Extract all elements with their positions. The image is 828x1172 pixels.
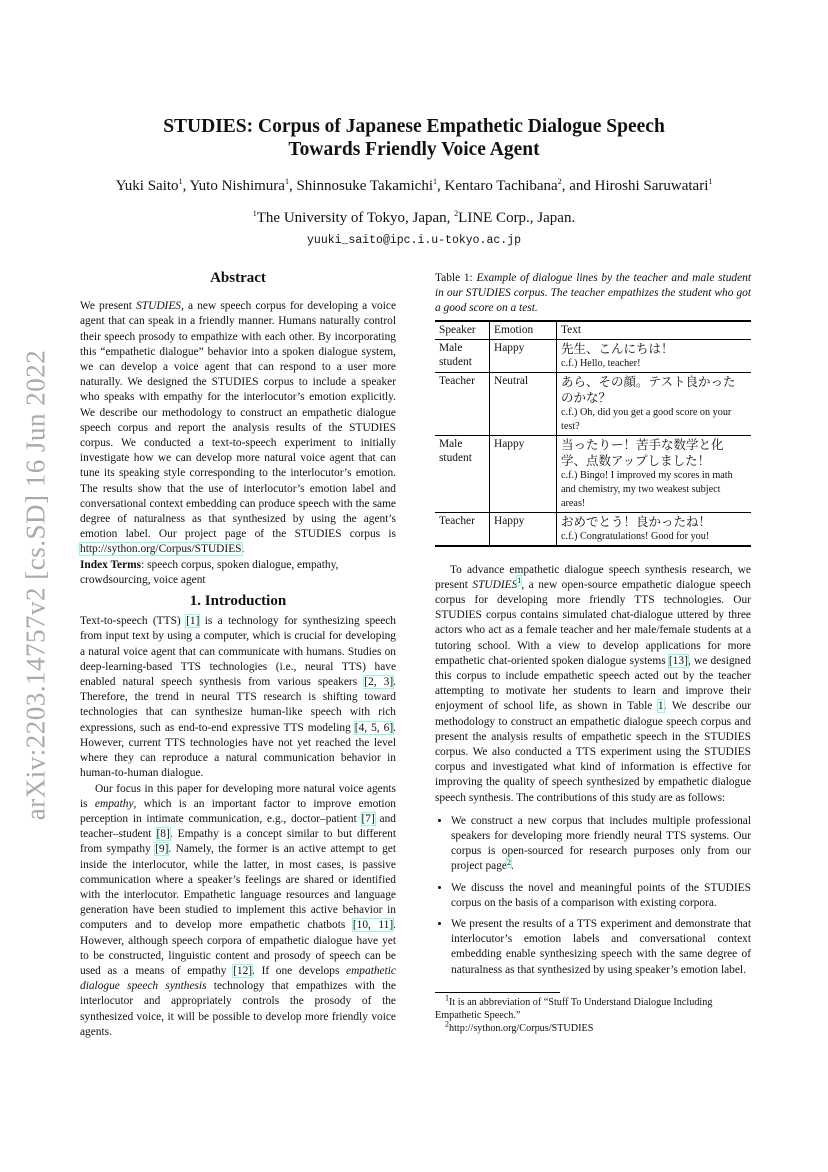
col-header: Speaker: [435, 321, 490, 339]
cell-text: [557, 435, 752, 512]
text-run: . If one develops: [252, 964, 347, 977]
author-list: Yuki Saito$^1$, Yuto Nishimura$^1$, Shinnosuke Takamichi$^1$, Kentaro Tachibana$^2$, and Hiroshi Saruwatari$^1$: [115, 177, 713, 194]
cell-speaker: Male student: [435, 339, 490, 372]
author-affil-mark: 2: [557, 177, 562, 186]
text-run: , we designed this corpus to include empathetic speech acted out by the teacher attempting to motivate her students to learn and improve their enjoyment of school life, as shown in Table: [435, 654, 751, 713]
intro-paragraph-1: [80, 614, 396, 781]
abstract-part: .: [241, 543, 245, 556]
japanese-text: 先生、こんにちは！: [561, 340, 674, 356]
footnote: [435, 993, 751, 1022]
list-item: [451, 814, 751, 875]
intro-paragraph-2: [80, 782, 396, 1040]
citation-link[interactable]: [13]: [668, 654, 688, 667]
index-terms: [80, 558, 396, 588]
cell-speaker: Male student: [435, 435, 490, 512]
cell-speaker: Teacher: [435, 512, 490, 546]
title-line-2: Towards Friendly Voice Agent: [288, 139, 540, 160]
citation-link[interactable]: [9]: [155, 843, 169, 856]
cell-text: [557, 339, 752, 372]
text-run: is a technology for synthesizing speech from input text by using a computer, which is crucial for developing a natural voice agent that can communicate with humans. Studies on deep-learning-based TTS technologies (i.e., neural TTS) have enabled natural speech synthesis from various speakers: [80, 615, 397, 689]
author-affil-mark: 1: [178, 177, 183, 186]
japanese-text: おめでとう！良かったね！: [561, 513, 712, 529]
text-run: To advance empathetic dialogue speech synthesis research, we present: [435, 563, 751, 591]
author: Yuki Saito: [115, 178, 179, 194]
text-run: . Namely, the former is an active attempt to get inside the interlocutor, while the latter, in most cases, is passive communication where a speaker’s feelings are shared or identified with the interlocutor. Empathetic language resources and language generation have been studied to implement this active behavior in computers and to develop more empathetic chatbots: [80, 843, 396, 932]
table-row: [435, 435, 751, 512]
text-run: and teacher–student: [80, 812, 397, 841]
cell-emotion: Happy: [490, 435, 557, 512]
abstract-part: , a new speech corpus for developing a voice agent that can speak in a friendly manner. Humans naturally control their speech prosody to empathize with each other. By incorporating this “empathetic dialogue” behavior into a spoken dialogue system, we can develop a voice agent that can respond to a user more naturally. We designed the STUDIES corpus to include a speaker who speaks with empathy for the interlocutor’s emotion explicitly. We describe our methodology to construct an empathetic dialogue speech corpus and report the analysis results of the STUDIES corpus. We conducted a text-to-speech experiment to initially investigate how we can develop more natural voice agent that can tune its speaking style corresponding to the interlocutor’s emotion. The results show that the use of interlocutor’s emotion label and conversational context embedding can produce speech with the same degree of naturalness as that synthesized by using the agent’s emotion label. Our project page of the STUDIES corpus is: [80, 300, 397, 541]
list-item: [451, 917, 751, 978]
text-run: technology that empathizes with the interlocutor and appropriately controls the prosody of the synthesized voice, it will be possible to develop more friendly voice agents.: [80, 980, 396, 1038]
footnote-link[interactable]: 1: [517, 575, 522, 585]
english-gloss: c.f.) Congratulations! Good for you!: [561, 530, 710, 542]
author-affil-mark: 1: [284, 177, 289, 186]
col-header: Text: [561, 324, 582, 336]
text-run: Text-to-speech (TTS): [80, 615, 187, 628]
table-row: [435, 512, 751, 546]
emphasis: empathy: [94, 797, 134, 810]
author-affil-mark: 1: [708, 177, 713, 186]
author: Kentaro Tachibana: [444, 178, 558, 194]
footnote-text: It is an abbreviation of “Stuff To Understand Dialogue Including Empathetic Speech.”: [435, 996, 713, 1021]
text-run: . However, current TTS technologies have not yet reached the level where they can reproduce a natural communication behavior in human-to-human dialogue.: [80, 721, 396, 780]
col-header: Emotion: [490, 321, 557, 339]
author: Shinnosuke Takamichi: [296, 178, 434, 194]
abstract-heading: Abstract: [210, 270, 266, 286]
cell-emotion: Happy: [490, 339, 557, 372]
english-gloss: c.f.) Bingo! I improved my scores in math and chemistry, my two weakest subject areas!: [561, 469, 733, 509]
affil-2: LINE Corp., Japan.: [458, 210, 576, 226]
title-line-1: STUDIES: Corpus of Japanese Empathetic Dialogue Speech: [163, 116, 665, 137]
footnote-link[interactable]: 2: [506, 857, 511, 867]
japanese-text: あら、その顔。テスト良かったのかな？: [561, 373, 736, 405]
paper-title: [0, 115, 828, 161]
arxiv-id: arXiv:2203.14757v2 [cs.SD] 16 Jun 2022: [20, 349, 51, 821]
contribution-list: [435, 814, 751, 978]
index-terms-label: Index Terms: [80, 558, 142, 571]
right-body: [435, 563, 751, 978]
bullet-text: We construct a new corpus that includes multiple professional speakers for developing more friendly neural TTS systems. Our corpus is open-sourced for research purposes only from our project page: [451, 814, 751, 873]
emphasis: empathetic dialogue speech synthesis: [80, 964, 396, 993]
footnote: [435, 1019, 751, 1035]
table-label: Table 1:: [435, 272, 477, 284]
citation-link[interactable]: [2, 3]: [364, 676, 394, 689]
footnote-mark: 1: [445, 993, 449, 1003]
japanese-text: 当ったりー！苦手な数学と化学、点数アップしました！: [561, 436, 724, 468]
text-run: , which is an important factor to improve emotion perception in intimate communication, e.g., doctor–patient: [80, 797, 396, 825]
table-ref-link[interactable]: 1: [657, 700, 664, 713]
bullet-end: .: [510, 860, 514, 873]
table-row: [435, 372, 751, 435]
intro-heading: 1. Introduction: [189, 593, 287, 610]
left-column: [80, 271, 396, 1040]
project-url-link[interactable]: http://sython.org/Corpus/STUDIES: [80, 543, 242, 556]
citation-link[interactable]: [12]: [233, 964, 253, 977]
citation-link[interactable]: [7]: [361, 812, 375, 825]
footnote-mark: 2: [445, 1019, 449, 1029]
affiliation: [0, 210, 828, 227]
citation-link[interactable]: [8]: [156, 828, 170, 841]
affil-1: The University of Tokyo, Japan,: [256, 210, 455, 226]
index-terms-text: : speech corpus, spoken dialogue, empathy, crowdsourcing, voice agent: [80, 558, 339, 586]
affil-mark: 1: [252, 209, 257, 218]
list-item: [451, 881, 751, 911]
dialogue-table: [435, 320, 751, 547]
author: Yuto Nishimura: [189, 178, 285, 194]
cell-speaker: Teacher: [435, 372, 490, 435]
table-header-row: [435, 321, 751, 339]
abstract-part: We present: [80, 300, 137, 313]
text-run: . Empathy is a concept similar to but different from sympathy: [80, 828, 396, 856]
english-gloss: c.f.) Oh, did you get a good score on your test?: [561, 406, 732, 432]
abstract-text: [80, 299, 396, 557]
right-column: [435, 271, 751, 1035]
arxiv-watermark: [16, 345, 56, 825]
bullet-text: We present the results of a TTS experiment and demonstrate that interlocutor’s emotion labels and conversational context embedding enable synthesizing speech with the same degree of naturalness as that synthesized by using speaker’s emotion label.: [451, 917, 751, 976]
cell-text: [557, 512, 752, 546]
text-run: . We describe our methodology to construct an empathetic dialogue speech corpus and present the analysis results of empathetic speech in the STUDIES corpus. We also conducted a TTS experiment using the STUDIES corpus and investigated what kind of information is effective for improving the quality of speech synthesized by empathetic dialogue speech synthesis. The contributions of this study are as follows:: [435, 700, 752, 804]
affil-mark: 2: [454, 209, 459, 218]
corpus-name: STUDIES: [472, 578, 518, 591]
cell-text: [557, 372, 752, 435]
bullet-text: We discuss the novel and meaningful points of the STUDIES corpus on the basis of a comparison with existing corpora.: [451, 881, 751, 909]
english-gloss: c.f.) Hello, teacher!: [561, 357, 641, 369]
text-run: Our focus in this paper for developing more natural voice agents is: [80, 782, 396, 810]
citation-link[interactable]: [1]: [186, 615, 200, 628]
author: Hiroshi Saruwatari: [594, 178, 709, 194]
caption-text: Example of dialogue lines by the teacher and male student in our STUDIES corpus. The teacher empathizes the student who got a good score on a test.: [435, 272, 751, 314]
cell-emotion: Neutral: [490, 372, 557, 435]
cell-emotion: Happy: [490, 512, 557, 546]
text-run: . However, although speech corpora of empathetic dialogue have yet to be constructed, linguistic content and prosody of speech can be used as a means of empathy: [80, 919, 397, 977]
footnotes: [435, 993, 751, 1035]
citation-link[interactable]: [4, 5, 6]: [354, 721, 394, 734]
right-paragraph-1: [435, 563, 751, 806]
corpus-name: STUDIES: [136, 300, 182, 313]
table-caption: [435, 271, 751, 316]
table-row: [435, 339, 751, 372]
author-email: yuuki_saito@ipc.i.u-tokyo.ac.jp: [307, 234, 521, 247]
footnote-rule: [435, 992, 560, 993]
citation-link[interactable]: [10, 11]: [352, 919, 394, 932]
footnote-text: http://sython.org/Corpus/STUDIES: [449, 1022, 594, 1034]
text-run: . Therefore, the trend in neural TTS research is shifting toward technologies that can synthesize human-like speech with rich expressions, such as end-to-end expressive TTS modeling: [80, 676, 396, 734]
text-run: , a new open-source empathetic dialogue speech corpus for developing more friendly TTS technologies. Our STUDIES corpus contains simulated chat-dialogue uttered by three actors who act as a female teacher and her male/female students at a tutoring school. With a view to develop applications for more empathetic chat-oriented spoken dialogue systems: [435, 578, 751, 667]
author-affil-mark: 1: [433, 177, 438, 186]
